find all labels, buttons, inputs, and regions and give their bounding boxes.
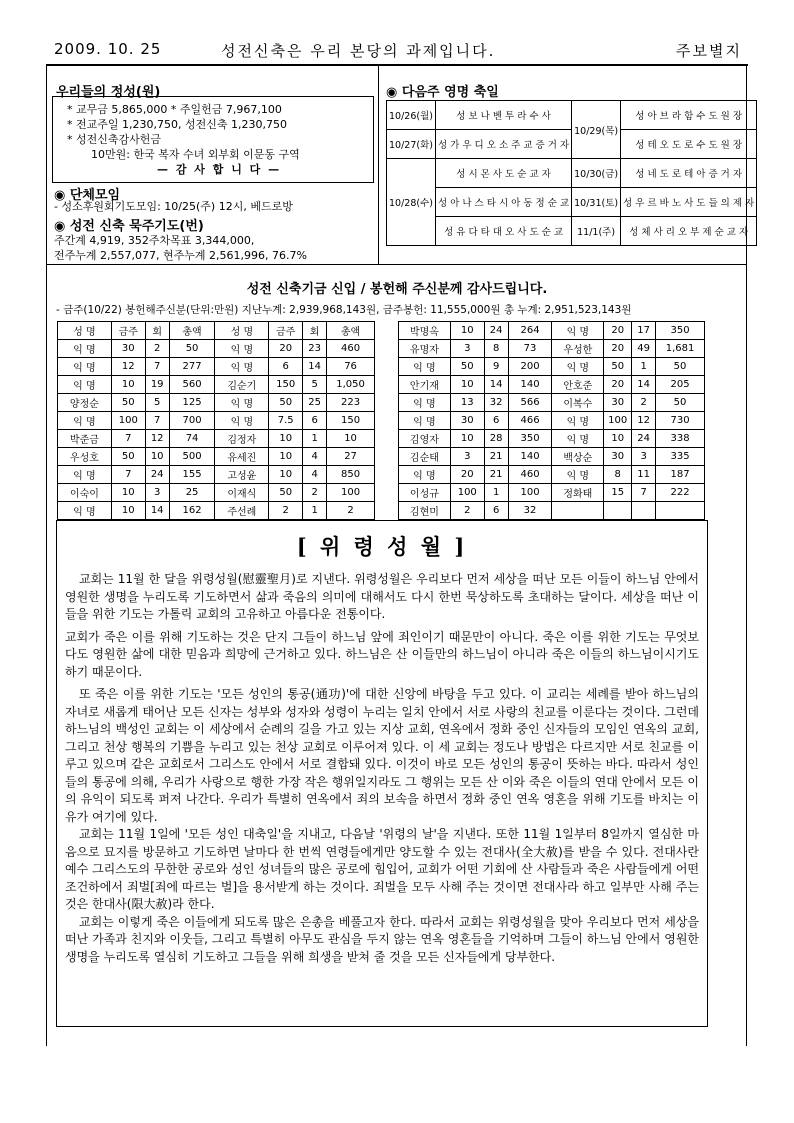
total-amount: 155 xyxy=(169,466,215,484)
total-amount: 500 xyxy=(169,448,215,466)
times: 10 xyxy=(145,448,169,466)
total-amount: 74 xyxy=(169,430,215,448)
donor-name: 익 명 xyxy=(552,358,604,376)
times: 14 xyxy=(303,358,327,376)
times: 23 xyxy=(303,340,327,358)
donor-name: 박명옥 xyxy=(399,322,451,340)
total-amount: 222 xyxy=(656,484,705,502)
article-paragraph-4: 교회는 11월 1일에 '모든 성인 대축일'을 지내고, 다음날 '위령의 날'을 지낸다. 또한 11월 1일부터 8일까지 열심한 마음으로 묘지를 방문하고 기도하면 날마다 한 번씩 연령들에게만 양도할 수 있는 전대사(全大赦)를 받을 수 있다. 전대사란 예수 그리스도의 무한한 공로와 성인 성녀들의 많은 공로에 힘입어, 교회가 어떤 기회에 산 사람들과 죽은 사람들에게 어떤 조건하에서 죄벌[죄에 따르는 벌]을 용서받게 하는 것이다. 죄벌을 모두 사해 주는 것이면 전대사라 하고 일부만 사해 주는 것은 한대사(限大赦)라 한다. xyxy=(65,827,699,911)
donor-name: 이성규 xyxy=(399,484,451,502)
header-total: 총액 xyxy=(169,322,215,340)
table-header-row xyxy=(58,322,375,340)
donor-name: 익 명 xyxy=(58,502,112,520)
times: 2 xyxy=(145,340,169,358)
donor-name: 익 명 xyxy=(215,394,269,412)
table-row xyxy=(399,412,705,430)
rosary-title-row xyxy=(54,215,204,234)
donor-name: 익 명 xyxy=(58,412,112,430)
offering-line-4: 10만원: 한국 복자 수녀 외부회 이문동 구역 xyxy=(91,148,300,161)
week-amount xyxy=(604,502,632,520)
feast-date: 10/27(화) xyxy=(387,130,436,159)
total-amount: 350 xyxy=(508,430,552,448)
times: 24 xyxy=(484,322,508,340)
week-amount: 12 xyxy=(111,358,145,376)
total-amount: 350 xyxy=(656,322,705,340)
feast-table xyxy=(386,100,757,246)
times xyxy=(632,502,656,520)
week-amount: 13 xyxy=(450,394,484,412)
feast-date: 10/28(수) xyxy=(387,159,436,246)
week-amount: 8 xyxy=(604,466,632,484)
donor-name: 고성윤 xyxy=(215,466,269,484)
donor-name: 익 명 xyxy=(215,358,269,376)
top-section-divider xyxy=(46,264,747,265)
week-amount: 30 xyxy=(111,340,145,358)
week-amount: 7.5 xyxy=(269,412,303,430)
times: 7 xyxy=(145,358,169,376)
total-amount: 50 xyxy=(656,358,705,376)
times: 4 xyxy=(303,448,327,466)
times: 7 xyxy=(632,484,656,502)
times: 1 xyxy=(303,430,327,448)
table-row xyxy=(399,376,705,394)
donor-name: 이재식 xyxy=(215,484,269,502)
table-row xyxy=(58,466,375,484)
times: 6 xyxy=(303,412,327,430)
week-amount: 3 xyxy=(450,340,484,358)
times: 7 xyxy=(145,412,169,430)
total-amount: 32 xyxy=(508,502,552,520)
rosary-line-2: 전주누계 2,557,077, 현주누계 2,561,996, 76.7% xyxy=(54,249,307,262)
feast-title-row xyxy=(386,81,499,100)
total-amount: 50 xyxy=(656,394,705,412)
donor-name: 익 명 xyxy=(552,466,604,484)
total-amount: 162 xyxy=(169,502,215,520)
table-row xyxy=(58,502,375,520)
times: 1 xyxy=(484,484,508,502)
feast-date: 10/26(월) xyxy=(387,101,436,130)
header-rule xyxy=(46,64,748,66)
feast-date: 10/29(목) xyxy=(572,101,621,159)
table-row xyxy=(399,394,705,412)
total-amount: 1,681 xyxy=(656,340,705,358)
total-amount: 76 xyxy=(327,358,375,376)
times: 9 xyxy=(484,358,508,376)
times: 49 xyxy=(632,340,656,358)
article-title: [ 위 령 성 월 ] xyxy=(296,534,468,559)
article-paragraph-5: 교회는 이렇게 죽은 이들에게 되도록 많은 은총을 베풀고자 한다. 따라서 교회는 위령성월을 맞아 우리보다 먼저 세상을 떠난 가족과 친지와 이웃들, 그리고 특별히 아무도 관심을 두지 않는 연옥 영혼들을 기억하며 그들이 하느님 안에서 영원한 생명을 누리도록 열심히 기도하고 그들을 위해 희생을 받쳐 줄 것을 모든 신자들에게 당부한다. xyxy=(65,914,699,964)
times: 6 xyxy=(484,502,508,520)
rosary-title: 성전 신축 묵주기도(번) xyxy=(69,219,204,234)
total-amount: 460 xyxy=(327,340,375,358)
times: 3 xyxy=(145,484,169,502)
header-name: 성 명 xyxy=(58,322,112,340)
times: 12 xyxy=(145,430,169,448)
table-row xyxy=(399,340,705,358)
week-amount: 10 xyxy=(450,430,484,448)
total-amount: 223 xyxy=(327,394,375,412)
header-week: 금주 xyxy=(269,322,303,340)
feast-name: 성 테 오 도 로 수 도 원 장 xyxy=(621,130,757,159)
feast-date: 10/30(금) xyxy=(572,159,621,188)
total-amount: 150 xyxy=(327,412,375,430)
total-amount: 264 xyxy=(508,322,552,340)
target-icon: ◉ xyxy=(54,188,66,203)
table-row xyxy=(58,448,375,466)
table-row xyxy=(399,358,705,376)
donor-name: 양정순 xyxy=(58,394,112,412)
total-amount: 338 xyxy=(656,430,705,448)
times: 25 xyxy=(303,394,327,412)
times: 4 xyxy=(303,466,327,484)
week-amount: 30 xyxy=(450,412,484,430)
total-amount: 140 xyxy=(508,376,552,394)
article-paragraph-3: 또 죽은 이를 위한 기도는 '모든 성인의 통공(通功)'에 대한 신앙에 바탕을 두고 있다. 이 교리는 세례를 받아 하느님의 자녀로 새롭게 태어난 모든 신자는 성부와 성자와 성령이 누리는 일치 안에서 서로 사랑의 친교를 이룬다는 것이다. 그런데 하느님의 백성인 교회는 이 세상에서 순례의 길을 가고 있는 지상 교회, 연옥에서 정화 중인 신자들의 모임인 연옥의 교회, 그리고 천상 행복의 기쁨을 누리고 있는 천상 교회로 이루어져 있다. 이 세 교회는 정도나 방법은 다르지만 서로 친교를 이루고 있으며 같은 교회로서 그리스도 안에서 서로 결합돼 있다. 이것이 바로 모든 성인의 통공이 뜻하는 바다. 따라서 성인들의 통공에 의해, 우리가 사랑으로 행한 가장 작은 행위일지라도 그 행위는 모든 산 이와 죽은 이들의 연대 안에서 모든 이의 유익이 되도록 퍼져 나간다. 우리가 특별히 연옥에서 죄의 보속을 하면서 정화 중인 연옥 영혼을 위해 기도를 바치는 이유가 여기에 있다. xyxy=(65,687,699,824)
week-amount: 2 xyxy=(269,502,303,520)
week-amount: 3 xyxy=(450,448,484,466)
donor-name: 백상순 xyxy=(552,448,604,466)
header-total: 총액 xyxy=(327,322,375,340)
total-amount: 205 xyxy=(656,376,705,394)
table-row xyxy=(58,358,375,376)
donor-name: 이복수 xyxy=(552,394,604,412)
donor-name: 익 명 xyxy=(399,466,451,484)
times: 12 xyxy=(632,412,656,430)
total-amount: 10 xyxy=(327,430,375,448)
times: 3 xyxy=(632,448,656,466)
week-amount: 10 xyxy=(269,466,303,484)
times: 24 xyxy=(145,466,169,484)
donor-name: 박준금 xyxy=(58,430,112,448)
week-amount: 10 xyxy=(269,430,303,448)
total-amount: 700 xyxy=(169,412,215,430)
donor-name: 익 명 xyxy=(58,358,112,376)
feast-date: 10/31(토) xyxy=(572,188,621,217)
week-amount: 30 xyxy=(604,394,632,412)
donor-name xyxy=(552,502,604,520)
article-paragraph-2: 교회가 죽은 이를 위해 기도하는 것은 단지 그들이 하느님 앞에 죄인이기 때문만이 아니다. 죽은 이를 위한 기도는 무엇보다도 영원한 삶에 대한 믿음과 희망에 근거하고 있다. 하느님은 산 이들만의 하느님이 아니라 죽은 이들의 하느님이시기도 하기 때문이다. xyxy=(65,629,699,679)
offering-line-2: * 전교주일 1,230,750, 성전신축 1,230,750 xyxy=(67,118,287,131)
times: 24 xyxy=(632,430,656,448)
week-amount: 10 xyxy=(111,376,145,394)
times: 21 xyxy=(484,466,508,484)
donor-name: 안기재 xyxy=(399,376,451,394)
total-amount: 460 xyxy=(508,466,552,484)
offering-thanks: — 감 사 합 니 다 — xyxy=(157,163,282,176)
times: 14 xyxy=(145,502,169,520)
week-amount: 10 xyxy=(111,502,145,520)
times: 2 xyxy=(303,484,327,502)
donor-name: 익 명 xyxy=(215,340,269,358)
total-amount: 25 xyxy=(169,484,215,502)
donor-name: 익 명 xyxy=(552,412,604,430)
table-row xyxy=(58,376,375,394)
feast-name: 성 네 도 로 테 아 증 거 자 xyxy=(621,159,757,188)
total-amount: 850 xyxy=(327,466,375,484)
week-amount: 10 xyxy=(604,430,632,448)
donor-name: 익 명 xyxy=(552,322,604,340)
total-amount: 50 xyxy=(169,340,215,358)
times: 21 xyxy=(484,448,508,466)
feast-name: 성 우 르 바 노 사 도 들 의 제 자 xyxy=(621,188,757,217)
total-amount: 1,050 xyxy=(327,376,375,394)
donor-name: 유세진 xyxy=(215,448,269,466)
week-amount: 10 xyxy=(450,322,484,340)
donor-name: 김현미 xyxy=(399,502,451,520)
times: 11 xyxy=(632,466,656,484)
times: 1 xyxy=(303,502,327,520)
total-amount xyxy=(656,502,705,520)
feast-name: 성 시 몬 사 도 순 교 자 xyxy=(435,159,571,188)
donor-name: 유명자 xyxy=(399,340,451,358)
donation-table-left xyxy=(57,321,375,520)
table-row xyxy=(58,412,375,430)
total-amount: 27 xyxy=(327,448,375,466)
total-amount: 277 xyxy=(169,358,215,376)
donor-name: 익 명 xyxy=(58,376,112,394)
feast-name: 성 유 다 타 대 오 사 도 순 교 xyxy=(435,217,571,246)
header-count: 회 xyxy=(303,322,327,340)
table-row xyxy=(58,484,375,502)
total-amount: 100 xyxy=(327,484,375,502)
table-row xyxy=(399,502,705,520)
feast-date: 11/1(주) xyxy=(572,217,621,246)
week-amount: 7 xyxy=(111,430,145,448)
times: 5 xyxy=(145,394,169,412)
article-paragraph-1: 교회는 11월 한 달을 위령성월(慰靈聖月)로 지낸다. 위령성월은 우리보다 먼저 세상을 떠난 모든 이들이 하느님 안에서 영원한 생명을 누리도록 기도하면서 삶과 죽음의 의미에 대해서도 다시 한번 묵상하도록 초대하는 달이다. 세상을 떠난 이들을 위한 기도는 가톨릭 교회의 고유하고 아름다운 전통이다. xyxy=(65,572,699,621)
feast-title: 다음주 영명 축일 xyxy=(401,85,499,100)
group-title: 단체모임 xyxy=(69,188,121,203)
table-row xyxy=(58,340,375,358)
page-header xyxy=(46,38,748,62)
feast-name: 성 체 사 리 오 부 제 순 교 자 xyxy=(621,217,757,246)
target-icon: ◉ xyxy=(386,85,398,100)
donor-name: 익 명 xyxy=(552,430,604,448)
target-icon: ◉ xyxy=(54,219,66,234)
times: 28 xyxy=(484,430,508,448)
donor-name: 우성호 xyxy=(58,448,112,466)
feast-name: 성 아 나 스 타 시 아 동 정 순 교 xyxy=(435,188,571,217)
table-row xyxy=(399,448,705,466)
offering-title: 우리들의 정성(원) xyxy=(56,85,161,100)
donor-name: 김순태 xyxy=(399,448,451,466)
table-row xyxy=(58,394,375,412)
total-amount: 335 xyxy=(656,448,705,466)
week-amount: 50 xyxy=(269,484,303,502)
feast-name: 성 아 브 라 함 수 도 원 장 xyxy=(621,101,757,130)
left-frame-line xyxy=(46,66,47,1046)
week-amount: 100 xyxy=(604,412,632,430)
offering-box xyxy=(52,96,374,183)
bulletin-tag: 주보별지 xyxy=(676,42,742,60)
times: 5 xyxy=(303,376,327,394)
times: 6 xyxy=(484,412,508,430)
week-amount: 10 xyxy=(111,484,145,502)
total-amount: 100 xyxy=(508,484,552,502)
week-amount: 150 xyxy=(269,376,303,394)
total-amount: 140 xyxy=(508,448,552,466)
week-amount: 50 xyxy=(450,358,484,376)
donor-name: 김영자 xyxy=(399,430,451,448)
total-amount: 466 xyxy=(508,412,552,430)
times: 8 xyxy=(484,340,508,358)
header-count: 회 xyxy=(145,322,169,340)
times: 17 xyxy=(632,322,656,340)
donor-name: 익 명 xyxy=(399,412,451,430)
times: 19 xyxy=(145,376,169,394)
top-column-divider xyxy=(378,66,379,264)
times: 14 xyxy=(632,376,656,394)
donor-name: 김정자 xyxy=(215,430,269,448)
week-amount: 20 xyxy=(604,322,632,340)
bulletin-date: 2009. 10. 25 xyxy=(54,40,162,58)
article-box xyxy=(56,520,708,1027)
donor-name: 안호준 xyxy=(552,376,604,394)
offering-line-3: * 성전신축감사헌금 xyxy=(67,133,162,146)
donor-name: 이숙이 xyxy=(58,484,112,502)
times: 2 xyxy=(632,394,656,412)
donor-name: 주선례 xyxy=(215,502,269,520)
week-amount: 100 xyxy=(111,412,145,430)
total-amount: 730 xyxy=(656,412,705,430)
table-row xyxy=(399,484,705,502)
offering-line-1: * 교무금 5,865,000 * 주일헌금 7,967,100 xyxy=(67,103,282,116)
donor-name: 김순기 xyxy=(215,376,269,394)
donor-name: 정화태 xyxy=(552,484,604,502)
total-amount: 2 xyxy=(327,502,375,520)
donation-title: 성전 신축기금 신입 / 봉헌해 주신분께 감사드립니다. xyxy=(246,282,548,297)
feast-name: 성 보 나 벤 투 라 수 사 xyxy=(435,101,571,130)
week-amount: 30 xyxy=(604,448,632,466)
bulletin-title: 성전신축은 우리 본당의 과제입니다. xyxy=(221,42,496,60)
week-amount: 15 xyxy=(604,484,632,502)
donation-summary: - 금주(10/22) 봉헌해주신분(단위:만원) 지난누계: 2,939,968,143원, 금주봉헌: 11,555,000원 총 누계: 2,951,523,143원 xyxy=(56,304,632,316)
times: 1 xyxy=(632,358,656,376)
header-name: 성 명 xyxy=(215,322,269,340)
donor-name: 우성한 xyxy=(552,340,604,358)
feast-name: 성 가 우 디 오 소 주 교 증 거 자 xyxy=(435,130,571,159)
donation-table-right xyxy=(398,321,705,520)
week-amount: 20 xyxy=(604,340,632,358)
total-amount: 125 xyxy=(169,394,215,412)
donor-name: 익 명 xyxy=(399,358,451,376)
header-week: 금주 xyxy=(111,322,145,340)
week-amount: 50 xyxy=(111,448,145,466)
total-amount: 560 xyxy=(169,376,215,394)
total-amount: 73 xyxy=(508,340,552,358)
week-amount: 50 xyxy=(604,358,632,376)
donor-name: 익 명 xyxy=(399,394,451,412)
week-amount: 20 xyxy=(604,376,632,394)
table-row xyxy=(399,322,705,340)
donor-name: 익 명 xyxy=(58,340,112,358)
donor-name: 익 명 xyxy=(215,412,269,430)
week-amount: 10 xyxy=(450,376,484,394)
week-amount: 20 xyxy=(269,340,303,358)
times: 14 xyxy=(484,376,508,394)
group-line: - 성소후원회기도모임: 10/25(주) 12시, 베드로방 xyxy=(54,200,293,213)
week-amount: 100 xyxy=(450,484,484,502)
donor-name: 익 명 xyxy=(58,466,112,484)
week-amount: 20 xyxy=(450,466,484,484)
times: 32 xyxy=(484,394,508,412)
week-amount: 50 xyxy=(111,394,145,412)
table-row xyxy=(399,430,705,448)
total-amount: 200 xyxy=(508,358,552,376)
rosary-line-1: 주간계 4,919, 352주차목표 3,344,000, xyxy=(54,234,255,247)
total-amount: 566 xyxy=(508,394,552,412)
week-amount: 50 xyxy=(269,394,303,412)
total-amount: 187 xyxy=(656,466,705,484)
week-amount: 2 xyxy=(450,502,484,520)
table-row xyxy=(399,466,705,484)
table-row xyxy=(58,430,375,448)
week-amount: 7 xyxy=(111,466,145,484)
week-amount: 6 xyxy=(269,358,303,376)
week-amount: 10 xyxy=(269,448,303,466)
